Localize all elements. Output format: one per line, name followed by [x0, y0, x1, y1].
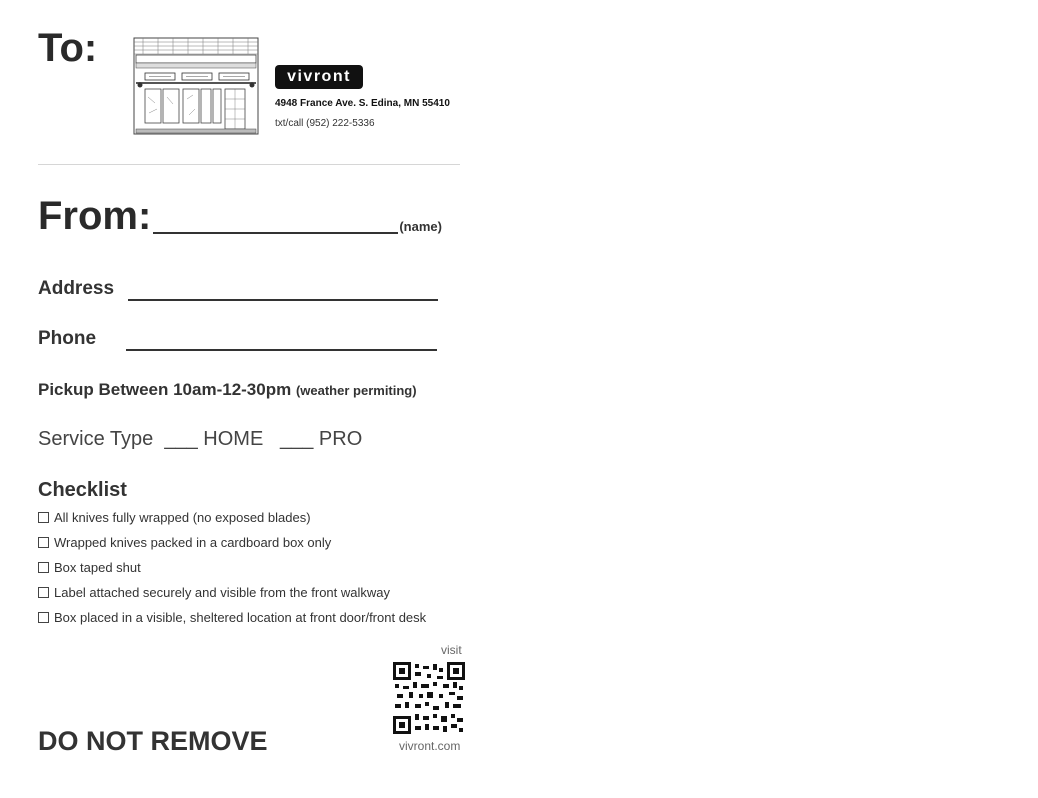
visit-label: visit — [441, 643, 462, 657]
pickup-note: (weather permiting) — [295, 383, 417, 398]
checklist-item-label: Box placed in a visible, sheltered location at front door/front desk — [54, 610, 427, 625]
checklist-item-label: Box taped shut — [54, 560, 141, 575]
service-home-option[interactable]: ___ HOME — [164, 428, 264, 450]
checklist-item-label: Wrapped knives packed in a cardboard box only — [54, 535, 332, 550]
from-label: From: — [38, 194, 152, 238]
service-pro-option[interactable]: ___ PRO — [279, 428, 363, 450]
name-hint: (name) — [399, 219, 442, 234]
address-blank-line[interactable] — [128, 299, 438, 301]
do-not-remove-warning: DO NOT REMOVE — [38, 726, 268, 756]
checkbox[interactable] — [38, 537, 49, 548]
checkbox[interactable] — [38, 612, 49, 623]
to-label: To: — [38, 26, 98, 70]
qr-code[interactable] — [393, 662, 465, 734]
checkbox[interactable] — [38, 562, 49, 573]
checkbox[interactable] — [38, 587, 49, 598]
vivront-logo: vivront — [275, 65, 363, 89]
checklist-item[interactable] — [38, 560, 141, 575]
address-label: Address — [38, 278, 115, 299]
checklist-title: Checklist — [38, 479, 127, 501]
checklist-item-label: All knives fully wrapped (no exposed blades) — [54, 510, 311, 525]
checklist-item-label: Label attached securely and visible from the front walkway — [54, 585, 391, 600]
service-type — [38, 428, 362, 451]
checkbox[interactable] — [38, 512, 49, 523]
checklist-item[interactable] — [38, 535, 331, 550]
checklist-item[interactable] — [38, 510, 311, 525]
phone-label: Phone — [38, 328, 97, 349]
pickup-text: Pickup Between 10am-12-30pm — [38, 380, 292, 399]
website-link[interactable]: vivront.com — [399, 739, 461, 753]
checklist-item[interactable] — [38, 585, 390, 600]
service-type-label: Service Type — [38, 428, 154, 450]
store-phone: txt/call (952) 222-5336 — [275, 118, 375, 129]
divider — [38, 164, 460, 165]
name-blank-line[interactable] — [153, 231, 398, 234]
storefront-illustration — [133, 37, 259, 135]
checklist-item[interactable] — [38, 610, 426, 625]
from-row — [38, 196, 442, 236]
store-address: 4948 France Ave. S. Edina, MN 55410 — [275, 98, 450, 109]
phone-blank-line[interactable] — [126, 349, 437, 351]
pickup-window — [38, 380, 417, 400]
